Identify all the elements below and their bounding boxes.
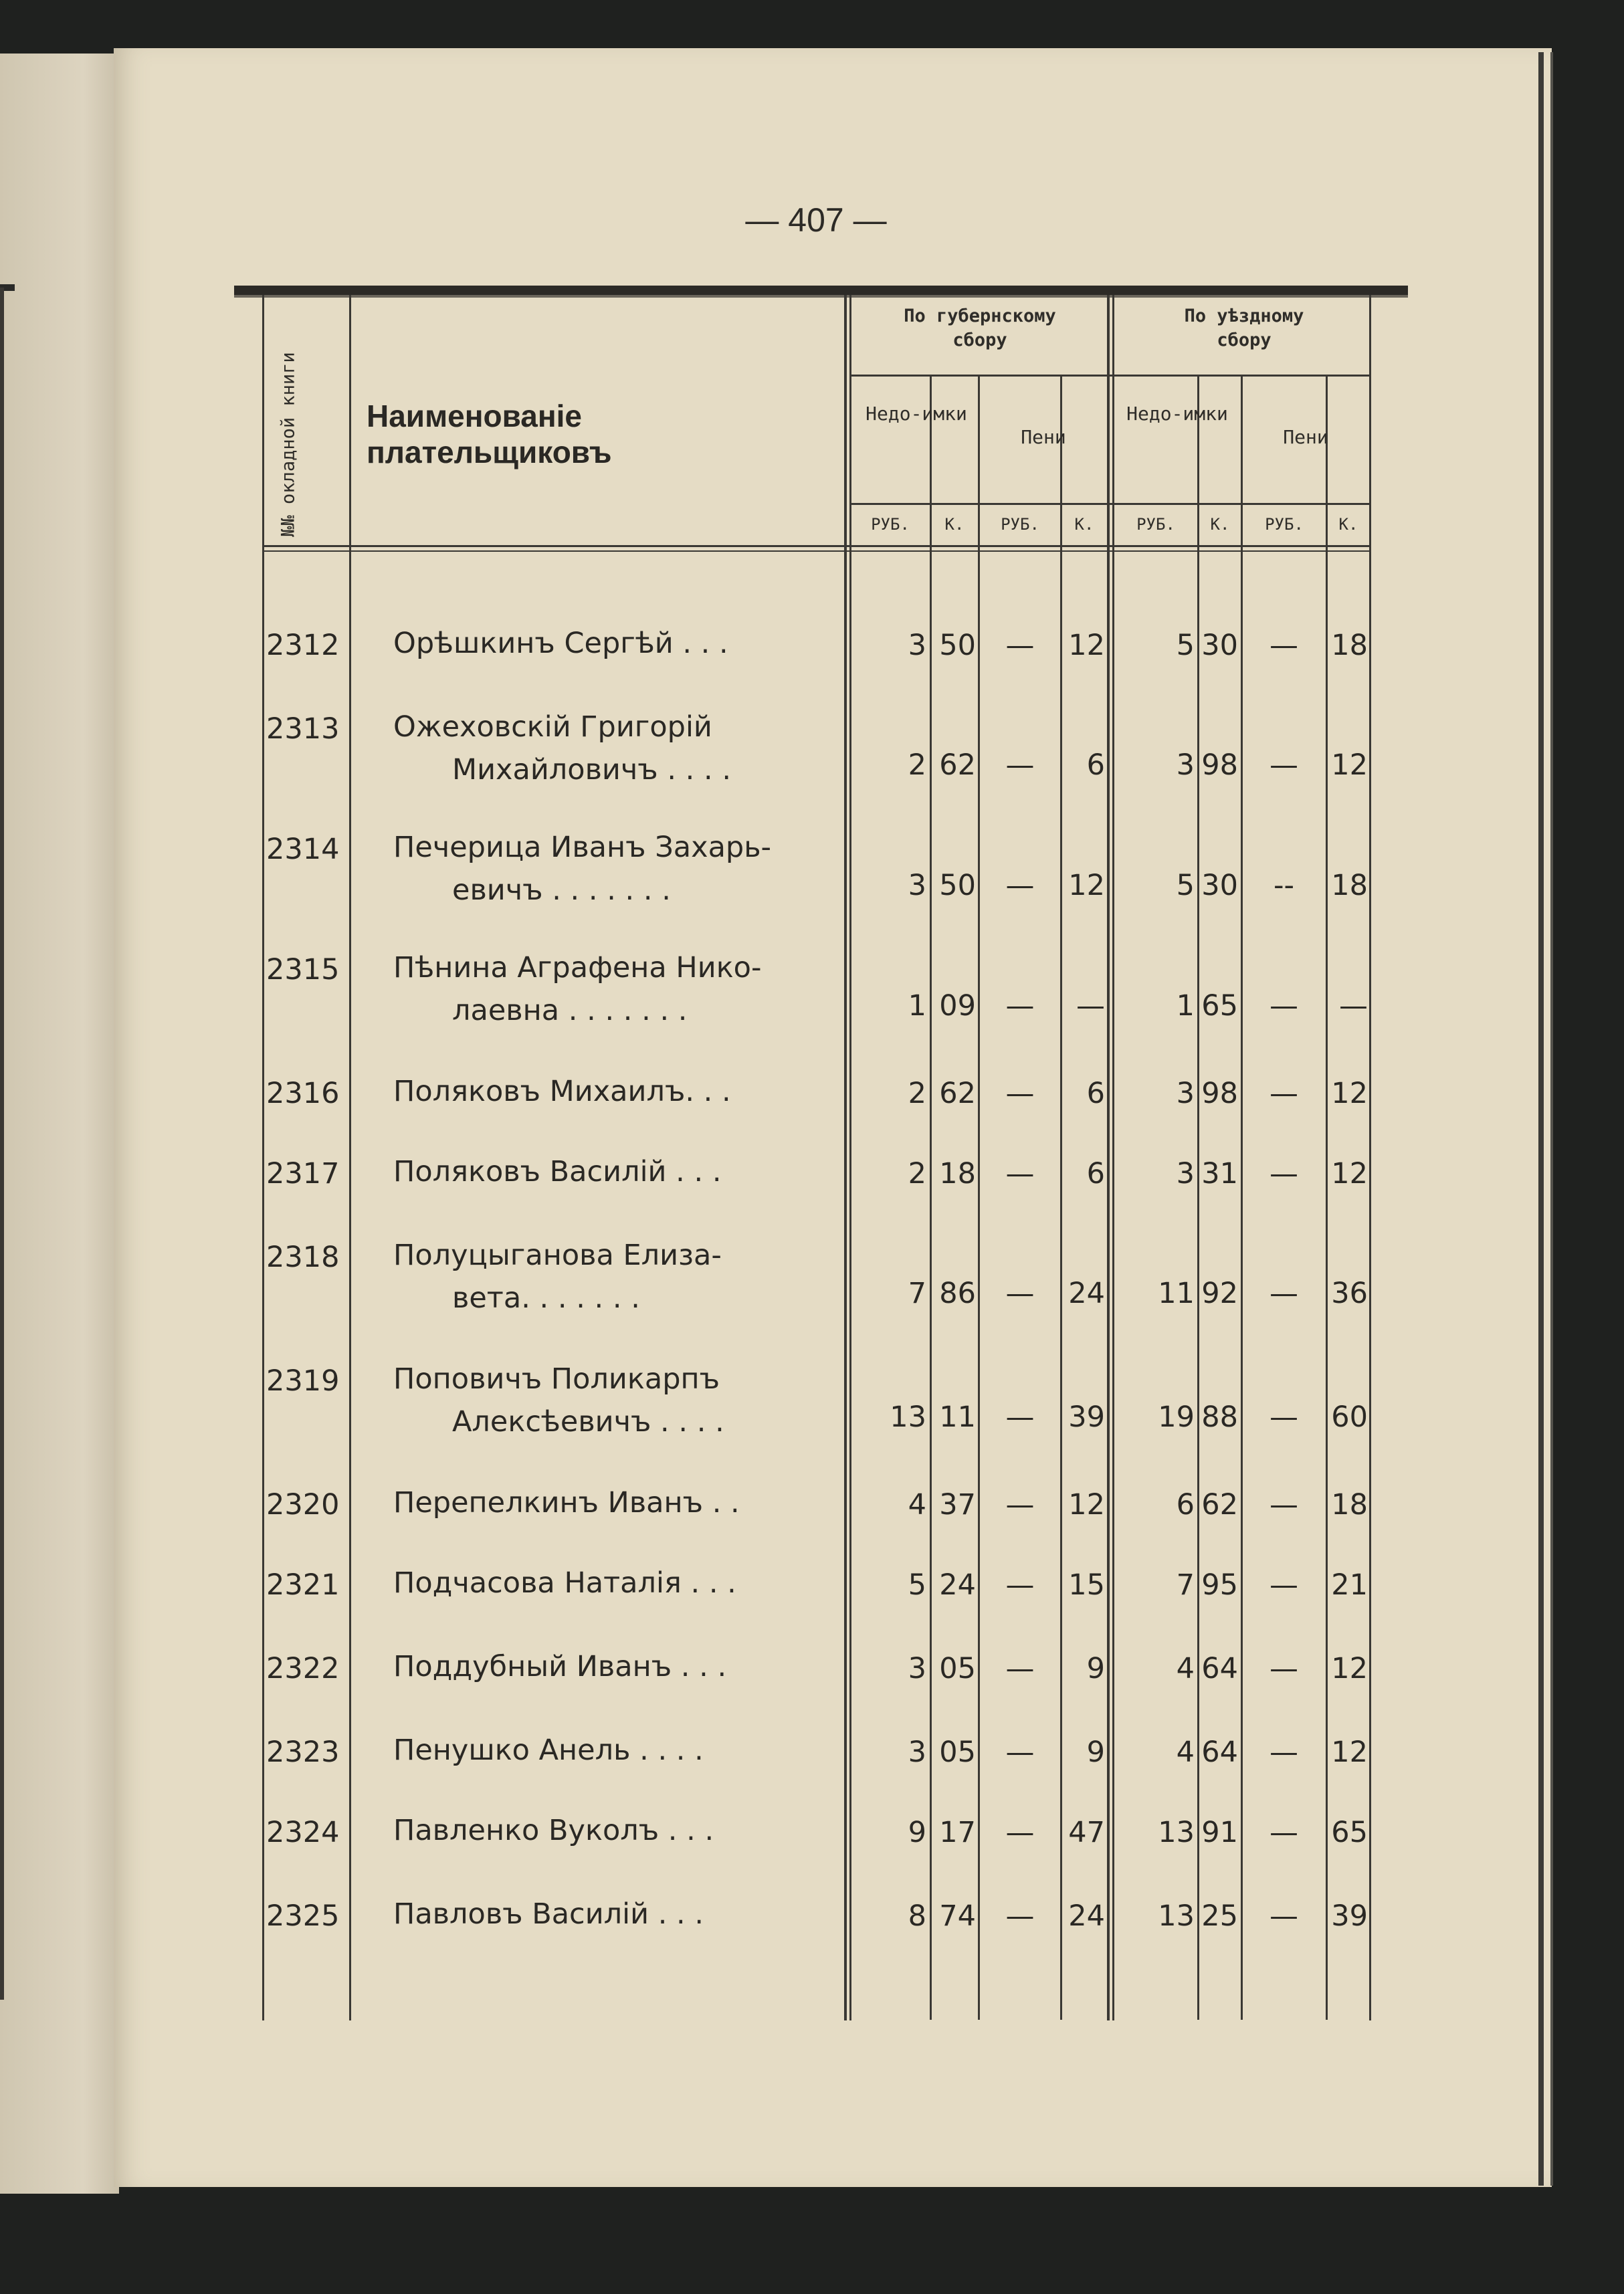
payer-name: [393, 1150, 828, 1193]
cell-u-k: 30: [1201, 629, 1238, 662]
cell-g-r: 3: [908, 629, 926, 662]
cell-u-pr: —: [1270, 1400, 1298, 1434]
header-g-k: К.: [944, 515, 965, 534]
cell-u-r: 5: [1176, 869, 1195, 902]
cell-g-pk: 12: [1068, 629, 1105, 662]
table-row: [0, 1736, 1624, 1778]
payer-name: [393, 826, 828, 912]
cell-u-pk: —: [1339, 989, 1368, 1023]
cell-g-k: 05: [939, 1652, 976, 1685]
payer-name: [393, 1893, 828, 1936]
cell-g-pr: —: [1005, 1816, 1035, 1849]
payer-name: [393, 1481, 828, 1524]
cell-g-r: 4: [908, 1488, 926, 1522]
cell-u-r: 13: [1158, 1816, 1195, 1849]
cell-u-k: 88: [1201, 1400, 1238, 1434]
payer-name-line-2: Михайловичъ . . . .: [452, 753, 732, 787]
cell-g-pr: —: [1005, 748, 1035, 782]
cell-g-k: 24: [939, 1568, 976, 1602]
cell-u-r: 4: [1176, 1652, 1195, 1685]
cell-u-pk: 12: [1331, 748, 1368, 782]
cell-u-pk: 39: [1331, 1899, 1368, 1933]
cell-u-pr: —: [1270, 1488, 1298, 1522]
cell-u-pk: 18: [1331, 629, 1368, 662]
payer-name: [393, 706, 828, 791]
cell-g-k: 37: [939, 1488, 976, 1522]
payer-name-line-1: Поддубный Иванъ . . .: [393, 1650, 727, 1683]
cell-u-pr: --: [1273, 869, 1295, 902]
payer-name: [393, 1809, 828, 1852]
payer-name-line-1: Перепелкинъ Иванъ . .: [393, 1486, 740, 1520]
cell-g-k: 50: [939, 629, 976, 662]
table-row: [0, 1241, 1624, 1326]
cell-u-pk: 12: [1331, 1652, 1368, 1685]
book-number: 2324: [266, 1816, 340, 1849]
table-row: [0, 1157, 1624, 1200]
payer-name-line-1: Пенушко Анель . . . .: [393, 1734, 704, 1767]
rule-header-bottom: [262, 545, 1371, 547]
cell-u-pk: 12: [1331, 1736, 1368, 1769]
header-u-rub: РУБ.: [1136, 515, 1175, 534]
payer-name: [393, 1358, 828, 1443]
payer-name-line-1: Подчасова Наталія . . .: [393, 1566, 736, 1600]
payer-name-line-1: Ожеховскій Григорій: [393, 710, 712, 744]
book-number: 2314: [266, 833, 340, 866]
cell-g-k: 86: [939, 1277, 976, 1310]
cell-u-k: 98: [1201, 1077, 1238, 1110]
header-u-peni-k: К.: [1338, 515, 1358, 534]
table-row: [0, 629, 1624, 671]
book-number: 2317: [266, 1157, 340, 1190]
cell-g-r: 2: [908, 748, 926, 782]
cell-g-r: 8: [908, 1899, 926, 1933]
cell-u-k: 62: [1201, 1488, 1238, 1522]
cell-g-pr: —: [1005, 1157, 1035, 1190]
cell-g-pk: 6: [1086, 1157, 1105, 1190]
table-top-rule: [234, 286, 1408, 295]
book-number: 2312: [266, 629, 340, 662]
cell-g-pk: 24: [1068, 1277, 1105, 1310]
cell-u-pk: 60: [1331, 1400, 1368, 1434]
cell-u-r: 19: [1158, 1400, 1195, 1434]
cell-u-r: 13: [1158, 1899, 1195, 1933]
cell-u-pk: 12: [1331, 1077, 1368, 1110]
previous-page-edge: [0, 54, 119, 2194]
cell-g-pr: —: [1005, 1488, 1035, 1522]
cell-g-pr: —: [1005, 1277, 1035, 1310]
cell-g-k: 17: [939, 1816, 976, 1849]
payer-name-line-2: Алексѣевичъ . . . .: [452, 1405, 724, 1439]
cell-g-pr: —: [1005, 1077, 1035, 1110]
cell-g-pk: 39: [1068, 1400, 1105, 1434]
cell-u-pk: 21: [1331, 1568, 1368, 1602]
cell-g-r: 13: [890, 1400, 926, 1434]
page-number: — 407 —: [745, 201, 887, 239]
table-row: [0, 953, 1624, 1039]
book-number: 2321: [266, 1568, 340, 1602]
header-g-rub: РУБ.: [871, 515, 910, 534]
cell-g-pk: 24: [1068, 1899, 1105, 1933]
cell-g-k: 05: [939, 1736, 976, 1769]
cell-g-pk: 12: [1068, 1488, 1105, 1522]
rule-header-bottom-2: [262, 550, 1371, 552]
header-book-number: №№ окладной книги: [278, 352, 299, 538]
payer-name-line-1: Павленко Вуколъ . . .: [393, 1814, 714, 1847]
header-gub-nedoimki: Недо-имки: [866, 403, 967, 425]
cell-u-k: 91: [1201, 1816, 1238, 1849]
header-gub-peni: Пени: [1021, 426, 1066, 448]
payer-name-line-1: Пѣнина Аграфена Нико-: [393, 951, 762, 984]
table-row: [0, 712, 1624, 798]
payer-name-line-1: Поляковъ Михаилъ. . .: [393, 1075, 731, 1108]
header-uezd-nedoimki: Недо-имки: [1126, 403, 1228, 425]
cell-u-pr: —: [1270, 1652, 1298, 1685]
payer-name-line-1: Поповичъ Поликарпъ: [393, 1362, 720, 1396]
payer-name-line-1: Поляковъ Василій . . .: [393, 1155, 722, 1188]
cell-g-k: 11: [939, 1400, 976, 1434]
book-number: 2315: [266, 953, 340, 986]
header-uezd-peni: Пени: [1283, 426, 1328, 448]
header-uezd-group: По уѣздному сбору: [1184, 306, 1304, 351]
cell-u-pk: 18: [1331, 1488, 1368, 1522]
book-number: 2313: [266, 712, 340, 746]
cell-u-pr: —: [1270, 748, 1298, 782]
book-number: 2325: [266, 1899, 340, 1933]
payer-name-line-2: лаевна . . . . . . .: [452, 994, 688, 1027]
cell-u-k: 95: [1201, 1568, 1238, 1602]
header-g-peni-k: К.: [1074, 515, 1094, 534]
header-g-peni-rub: РУБ.: [1001, 515, 1039, 534]
cell-g-pr: —: [1005, 869, 1035, 902]
table-row: [0, 1816, 1624, 1859]
cell-g-pr: —: [1005, 1736, 1035, 1769]
cell-u-r: 6: [1176, 1488, 1195, 1522]
cell-g-r: 2: [908, 1157, 926, 1190]
cell-g-pk: —: [1076, 989, 1105, 1023]
rule-header-group: [849, 375, 1371, 377]
cell-g-pk: 47: [1068, 1816, 1105, 1849]
cell-u-pr: —: [1270, 1077, 1298, 1110]
cell-g-pr: —: [1005, 1652, 1035, 1685]
book-number: 2316: [266, 1077, 340, 1110]
payer-name-line-1: Полуцыганова Елиза-: [393, 1239, 722, 1272]
table-row: [0, 1899, 1624, 1942]
cell-g-k: 74: [939, 1899, 976, 1933]
header-gub-group: По губернскому сбору: [904, 306, 1056, 351]
cell-g-pr: —: [1005, 1568, 1035, 1602]
cell-u-k: 65: [1201, 989, 1238, 1023]
cell-g-r: 1: [908, 989, 926, 1023]
cell-u-r: 3: [1176, 1077, 1195, 1110]
cell-u-pk: 18: [1331, 869, 1368, 902]
cell-u-pk: 65: [1331, 1816, 1368, 1849]
header-u-k: К.: [1210, 515, 1230, 534]
payer-name: [393, 1070, 828, 1113]
cell-u-r: 1: [1176, 989, 1195, 1023]
cell-g-pk: 6: [1086, 1077, 1105, 1110]
payer-name: [393, 622, 828, 665]
cell-u-pr: —: [1270, 989, 1298, 1023]
payer-name-line-2: евичъ . . . . . . .: [452, 873, 671, 907]
book-number: 2322: [266, 1652, 340, 1685]
header-u-peni-rub: РУБ.: [1265, 515, 1304, 534]
cell-u-pr: —: [1270, 1277, 1298, 1310]
cell-g-r: 3: [908, 1736, 926, 1769]
payer-name: [393, 946, 828, 1032]
payer-name: [393, 1645, 828, 1688]
table-row: [0, 1077, 1624, 1120]
cell-u-pr: —: [1270, 1816, 1298, 1849]
cell-u-k: 92: [1201, 1277, 1238, 1310]
cell-u-r: 11: [1158, 1277, 1195, 1310]
payer-name-line-2: вета. . . . . . .: [452, 1281, 640, 1315]
cell-g-r: 5: [908, 1568, 926, 1602]
cell-u-pr: —: [1270, 1736, 1298, 1769]
cell-u-k: 31: [1201, 1157, 1238, 1190]
table-row: [0, 1568, 1624, 1611]
cell-g-pk: 9: [1086, 1652, 1105, 1685]
table-row: [0, 1364, 1624, 1450]
cell-u-k: 25: [1201, 1899, 1238, 1933]
payer-name: [393, 1562, 828, 1604]
header-payer-name: Наименованіе плательщиковъ: [367, 399, 612, 470]
cell-g-k: 18: [939, 1157, 976, 1190]
cell-g-r: 7: [908, 1277, 926, 1310]
cell-u-pr: —: [1270, 1568, 1298, 1602]
rule-header-sub: [849, 503, 1371, 505]
cell-u-pk: 36: [1331, 1277, 1368, 1310]
cell-u-r: 4: [1176, 1736, 1195, 1769]
cell-g-k: 50: [939, 869, 976, 902]
book-number: 2320: [266, 1488, 340, 1522]
cell-g-r: 3: [908, 1652, 926, 1685]
table-row: [0, 1652, 1624, 1695]
cell-u-pr: —: [1270, 1157, 1298, 1190]
payer-name: [393, 1234, 828, 1320]
cell-g-pr: —: [1005, 989, 1035, 1023]
table-row: [0, 1488, 1624, 1531]
book-number: 2319: [266, 1364, 340, 1398]
cell-g-k: 62: [939, 1077, 976, 1110]
cell-u-k: 30: [1201, 869, 1238, 902]
cell-u-pr: —: [1270, 629, 1298, 662]
cell-u-r: 5: [1176, 629, 1195, 662]
cell-g-pk: 12: [1068, 869, 1105, 902]
cell-g-k: 62: [939, 748, 976, 782]
book-number: 2318: [266, 1241, 340, 1274]
book-number: 2323: [266, 1736, 340, 1769]
cell-u-pk: 12: [1331, 1157, 1368, 1190]
payer-name: [393, 1729, 828, 1772]
table-row: [0, 833, 1624, 918]
cell-u-k: 98: [1201, 748, 1238, 782]
cell-g-pk: 6: [1086, 748, 1105, 782]
cell-g-pk: 9: [1086, 1736, 1105, 1769]
cell-u-r: 3: [1176, 748, 1195, 782]
cell-g-pk: 15: [1068, 1568, 1105, 1602]
table-top-rule-shadow: [234, 295, 1408, 298]
cell-u-r: 7: [1176, 1568, 1195, 1602]
cell-g-r: 9: [908, 1816, 926, 1849]
cell-u-r: 3: [1176, 1157, 1195, 1190]
cell-g-pr: —: [1005, 629, 1035, 662]
cell-g-pr: —: [1005, 1400, 1035, 1434]
cell-g-r: 2: [908, 1077, 926, 1110]
cell-u-k: 64: [1201, 1652, 1238, 1685]
cell-u-k: 64: [1201, 1736, 1238, 1769]
cell-g-r: 3: [908, 869, 926, 902]
cell-g-k: 09: [939, 989, 976, 1023]
payer-name-line-1: Орѣшкинъ Сергѣй . . .: [393, 627, 728, 660]
cell-u-pr: —: [1270, 1899, 1298, 1933]
cell-g-pr: —: [1005, 1899, 1035, 1933]
payer-name-line-1: Печерица Иванъ Захарь-: [393, 831, 772, 864]
payer-name-line-1: Павловъ Василій . . .: [393, 1897, 704, 1931]
